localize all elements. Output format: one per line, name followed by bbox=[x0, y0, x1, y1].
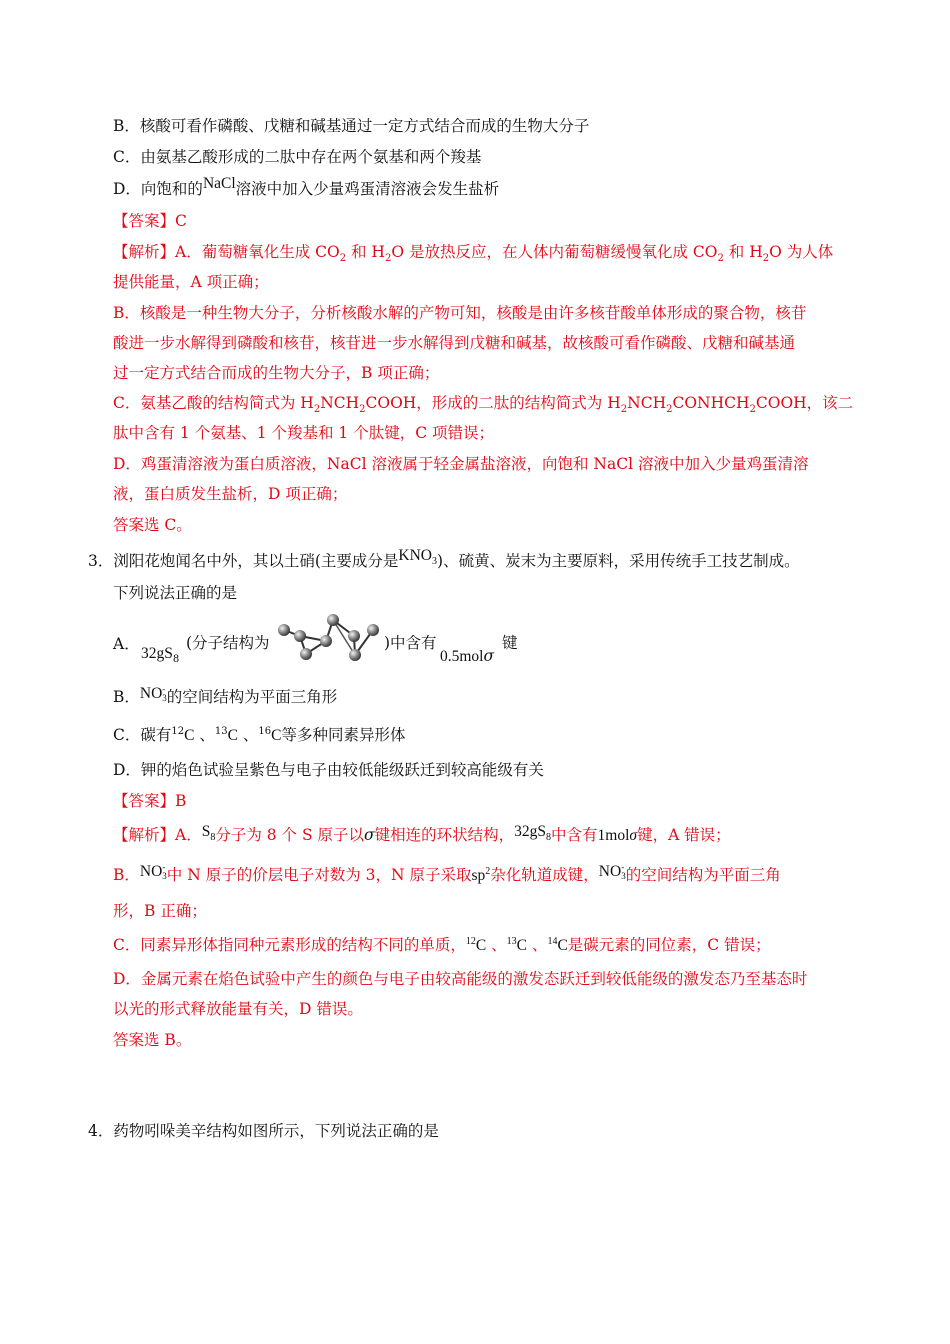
q2-explanation-c-line1: C．氨基乙酸的结构简式为 $H_2NCH_2COOH$，形成的二肽的结构简式为 $H_2NCH_2CONHCH_2COOH$，该二 bbox=[113, 394, 854, 416]
q3-option-c: C．碳有$^{12}$C 、$^{13}$C 、$^{16}$C等多种同素异形体 bbox=[113, 725, 406, 744]
q2-explanation-a-line1: 【解析】A．葡萄糖氧化生成 $CO_2$ 和 $H_2O$ 是放热反应，在人体内葡萄糖缓慢氧化成 $CO_2$ 和 $H_2O$ 为人体 bbox=[113, 243, 834, 265]
q3-explanation-b-line2: 形，B 正确； bbox=[113, 902, 207, 920]
q2-explanation-b-line3: 过一定方式结合而成的生物大分子，B 项正确； bbox=[113, 364, 440, 382]
q3-option-a-amount: 0.5molσ bbox=[440, 647, 495, 665]
nitrate-formula: NO - 3 bbox=[139, 684, 167, 704]
nacl-formula: NaCl bbox=[202, 175, 236, 192]
q2-option-b: B．核酸可看作磷酸、戊糖和碱基通过一定方式结合而成的生物大分子 bbox=[113, 117, 590, 135]
q3-option-a-structure-label: (分子结构为 bbox=[186, 634, 270, 652]
q3-option-d: D．钾的焰色试验呈紫色与电子由较低能级跃迁到较高能级有关 bbox=[113, 761, 544, 779]
q2-explanation-d-line2: 液，蛋白质发生盐析，D 项正确； bbox=[113, 485, 348, 503]
q3-answer: 【答案】B bbox=[113, 792, 187, 810]
q3-explanation-d-line2: 以光的形式释放能量有关，D 错误。 bbox=[113, 1000, 363, 1018]
q3-option-a: A． bbox=[113, 635, 140, 653]
q3-explanation-d-line1: D．金属元素在焰色试验中产生的颜色与电子由较高能级的激发态跃迁到较低能级的激发态乃至基态时 bbox=[113, 970, 808, 988]
q3-explanation-b-line1: B．NO - 3 中 N 原子的价层电子对数为 3，N 原子采取$sp^2$杂化轨道成键，NO - 3 的空间结构为平面三角 bbox=[113, 862, 781, 884]
q2-option-c: C．由氨基乙酸形成的二肽中存在两个氨基和两个羧基 bbox=[113, 148, 482, 166]
q3-stem-line2: 下列说法正确的是 bbox=[113, 584, 238, 602]
q3-option-a-bond: 键 bbox=[502, 634, 518, 652]
q3-option-a-mass: $32gS_8$ bbox=[141, 645, 180, 666]
q2-final-answer: 答案选 C。 bbox=[113, 516, 192, 534]
q2-explanation-a-line2: 提供能量，A 项正确； bbox=[113, 273, 269, 291]
kno3-formula: $KNO_3$ bbox=[398, 547, 438, 568]
q3-explanation-a: 【解析】A．$S_8$分子为 8 个 S 原子以σ键相连的环状结构，$32gS_8$中含有1molσ键，A 错误； bbox=[113, 823, 731, 844]
q2-option-d: D．向饱和的NaCl溶液中加入少量鸡蛋清溶液会发生盐析 bbox=[113, 175, 500, 198]
q3-stem-line1: 3．浏阳花炮闻名中外，其以土硝(主要成分是$KNO_3$)、硫黄、炭末为主要原料，采用传统手工技艺制成。 bbox=[88, 547, 800, 570]
q3-final-answer: 答案选 B。 bbox=[113, 1031, 192, 1049]
q2-explanation-b-line2: 酸进一步水解得到磷酸和核苷，核苷进一步水解得到戊糖和碱基，故核酸可看作磷酸、戊糖和碱基通 bbox=[113, 334, 796, 352]
q3-explanation-c: C．同素异形体指同种元素形成的结构不同的单质，$^{12}$C 、$^{13}$C 、$^{14}$C是碳元素的同位素，C 错误； bbox=[113, 935, 771, 954]
q2-explanation-c-line2: 肽中含有 1 个氨基、1 个羧基和 1 个肽键，C 项错误； bbox=[113, 424, 495, 442]
q3-option-a-contains: )中含有 bbox=[384, 634, 437, 652]
q2-answer: 【答案】C bbox=[113, 212, 187, 230]
s8-molecule-structure bbox=[276, 610, 384, 662]
q3-option-b: B．NO - 3 的空间结构为平面三角形 bbox=[113, 684, 338, 706]
q4-stem: 4．药物吲哚美辛结构如图所示，下列说法正确的是 bbox=[88, 1122, 439, 1140]
q2-explanation-d-line1: D．鸡蛋清溶液为蛋白质溶液，NaCl 溶液属于轻金属盐溶液，向饱和 NaCl 溶液中加入少量鸡蛋清溶 bbox=[113, 455, 809, 473]
q2-explanation-b-line1: B．核酸是一种生物大分子，分析核酸水解的产物可知，核酸是由许多核苷酸单体形成的聚合物，核苷 bbox=[113, 304, 807, 322]
